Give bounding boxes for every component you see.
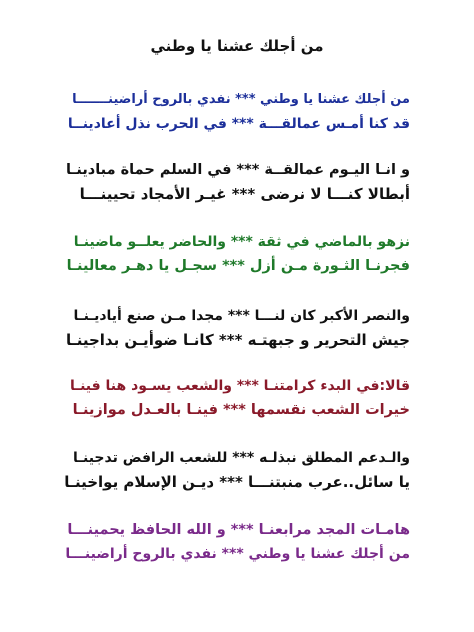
verse-line: نزهو بالماضي في ثقة *** والحاضر يعلــو ماضينـا [73,234,410,250]
stanza-4 [64,304,410,352]
stanza-6 [64,446,410,494]
stanza-3 [64,230,410,278]
verse-line: جيش التحرير و جبهتـه *** كانـا ضوأيـن بداجينـا [65,331,410,349]
verse-line: قالا:في البدء كرامتنـا *** والشعب يسـود هنا فينـا [70,378,410,394]
verse-line: و انـا اليـوم عمالقــة *** في السلم حماة مبادينـا [66,162,410,178]
verse-line: والنصر الأكبر كان لنـــا *** مجدا مـن صنع أياديـنـا [73,308,410,324]
stanza-5 [64,374,410,422]
verse-line: من أجلك عشنا يا وطني *** نفدي بالروح أراضينـــــــا [72,92,410,107]
verse-line: قد كنا أمـس عمالقـــة *** في الحرب نذل أعادينــا [67,116,410,132]
verse-line: يا سائل..عرب منبتنـــا *** ديـن الإسلام يواخينـا [64,473,410,491]
verse-line: أبطالا كنـــا لا نرضى *** غيـر الأمجاد تحيينـــا [79,185,410,203]
stanza-1 [64,88,410,136]
poem-title: من أجلك عشنا يا وطني [150,37,324,55]
verse-line: خيرات الشعب نقسمها *** فينـا بالعـدل موازينـا [72,402,410,418]
verse-line: فجرنـا الثـورة مـن أزل *** سجـل يا دهـر معالينـا [66,258,410,274]
stanza-7 [64,518,410,566]
verse-line: هامـات المجد مرابعنـا *** و الله الحافظ يحمينـــا [67,522,410,538]
stanza-2 [64,158,410,206]
verse-line: والـدعم المطلق نبذلـه *** للشعب الرافض تدجينـا [72,450,410,466]
verse-line: من أجلك عشنا يا وطني *** نفدي بالروح أراضينـــا [65,546,410,562]
